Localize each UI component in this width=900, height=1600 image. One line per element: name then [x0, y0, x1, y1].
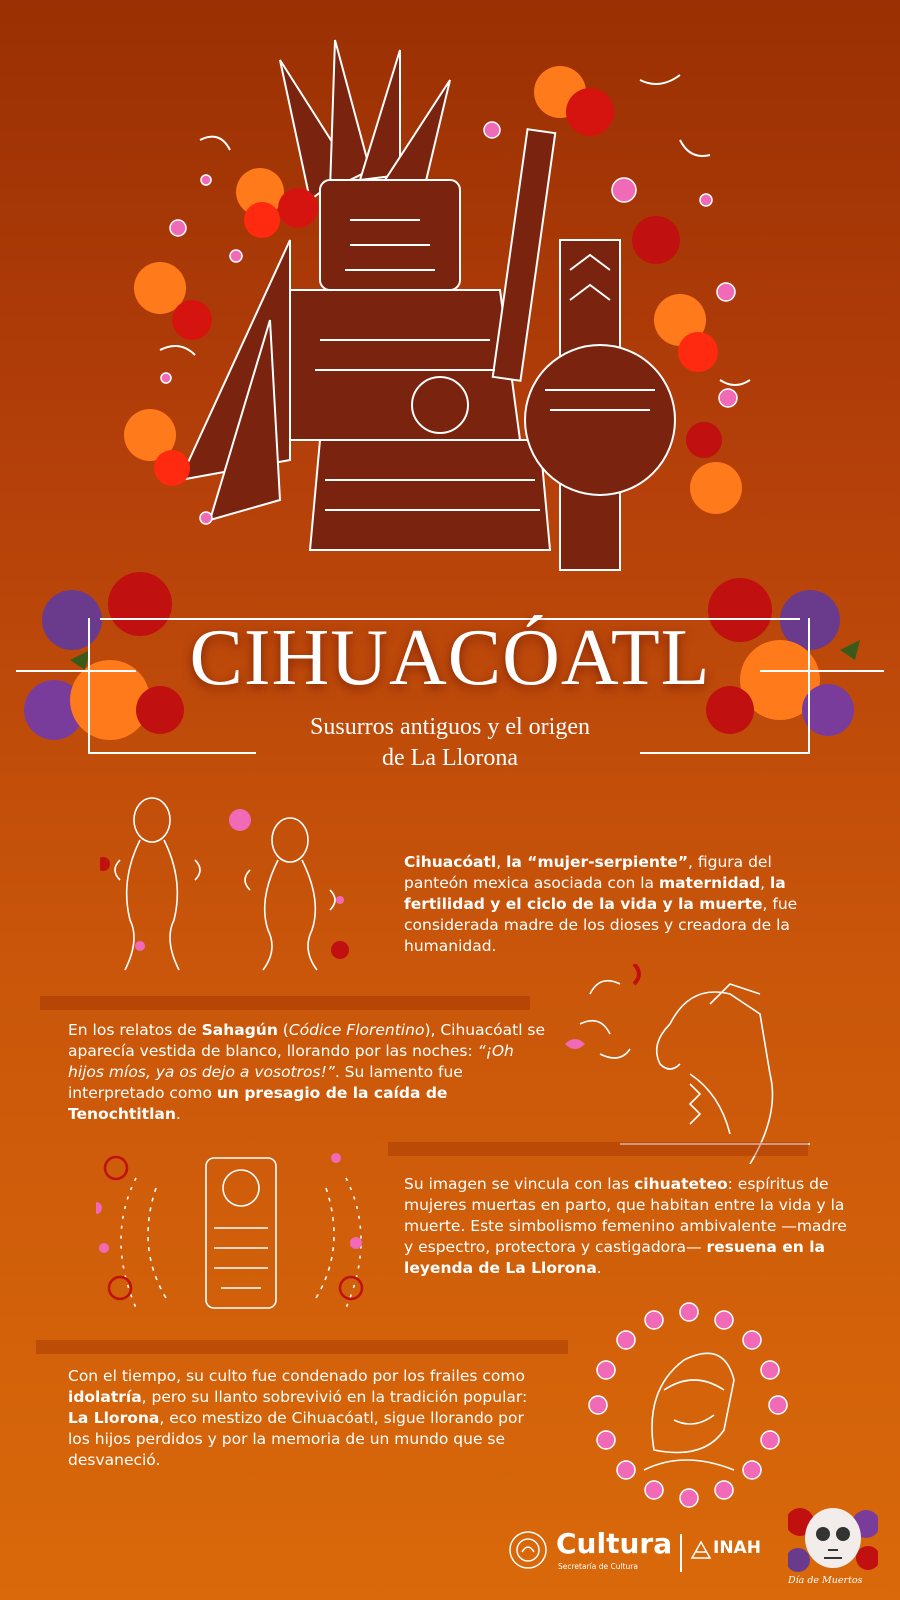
footer-cultura-subtitle: Secretaría de Cultura: [558, 1562, 638, 1571]
title-rule-vertical-left: [88, 618, 90, 752]
subtitle-line-2: de La Llorona: [382, 745, 518, 771]
inah-icon: [690, 1540, 712, 1560]
skull-icon: [788, 1502, 878, 1582]
clay-figurines-icon: [100, 780, 360, 980]
paragraph-sahagun: En los relatos de Sahagún (Códice Florentino), Cihuacóatl se aparecía vestida de blanco, llorando por las noches: “¡Oh hijos míos, ya os dejo a vosotros!”. Su lamento fue interpretado como un presagio de la caída de Tenochtitlan.: [68, 1021, 546, 1123]
divider-band-3: [388, 1142, 808, 1156]
serpent-woman-icon: [560, 964, 820, 1164]
llorona-portrait-icon: [584, 1300, 794, 1510]
paragraph-llorona: Con el tiempo, su culto fue condenado por los frailes como idolatría, pero su llanto sobrevivió en la tradición popular: La Llorona, eco mestizo de Cihuacóatl, sigue llorando por los hijos perdidos y por la memoria de un mundo que se desvaneció.: [68, 1367, 528, 1469]
page-subtitle: [200, 712, 700, 774]
footer-inah-logo: INAH: [713, 1538, 761, 1558]
footer-dia-de-muertos: Día de Muertos: [788, 1575, 863, 1586]
goddess-statue-icon: [96, 1148, 376, 1318]
cihuacoatl-codex-illustration: [120, 20, 780, 590]
paragraph-cihuacoatl-intro: Cihuacóatl, la “mujer-serpiente”, figura del panteón mexica asociada con la maternidad, la fertilidad y el ciclo de la vida y la muerte, fue considerada madre de los dioses y creadora de la humanidad.: [404, 853, 798, 955]
subtitle-line-1: Susurros antiguos y el origen: [310, 714, 590, 740]
title-rule-left: [16, 670, 136, 672]
page-title: CIHUACÓATL: [189, 614, 711, 702]
footer-cultura-logo: Cultura: [556, 1527, 673, 1560]
divider-band-2: [40, 996, 530, 1010]
mexico-seal-icon: [508, 1530, 548, 1570]
divider-band-4: [36, 1340, 568, 1354]
paragraph-cihuateteo: Su imagen se vincula con las cihuateteo: espíritus de mujeres muertas en parto, que habitan entre la vida y la muerte. Este simbolismo femenino ambivalente —madre y espectro, protectora y castigadora— resuena en la leyenda de La Llorona.: [404, 1175, 847, 1277]
title-rule-vertical-right: [808, 618, 810, 752]
footer-separator: [680, 1534, 682, 1572]
